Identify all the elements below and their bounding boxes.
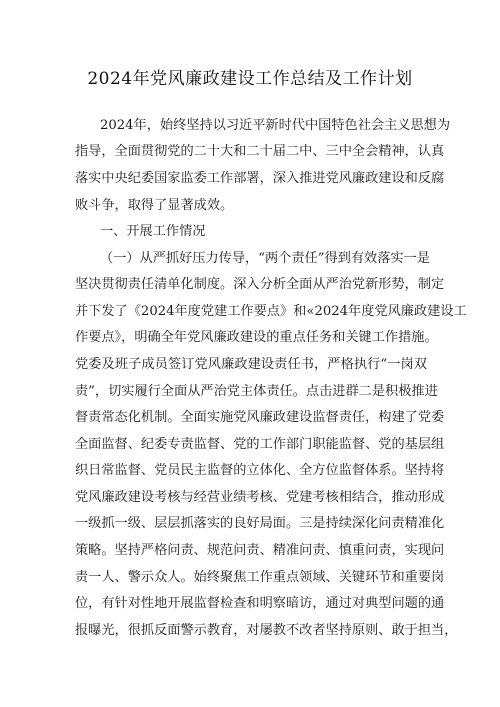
paragraph-line: 2024年，始终坚持以习近平新时代中国特色社会主义思想为 [100, 118, 451, 133]
paragraph-line: 督责常态化机制。全面实施党风廉政建设监督责任，构建了党委 [75, 410, 445, 425]
paragraph-line: 全面监督、纪委专责监督、党的工作部门职能监督、党的基层组 [75, 437, 445, 452]
paragraph-line: 织日常监督、党员民主监督的立体化、全方位监督体系。坚持将 [75, 463, 445, 478]
paragraph-line: 落实中央纪委国家监委工作部署，深入推进党风廉政建设和反腐 [75, 171, 445, 186]
section-heading: 一、开展工作情况 [100, 224, 206, 239]
paragraph-line: 策略。坚持严格问责、规范问责、精准问责、慎重问责，实现问 [75, 543, 445, 558]
paragraph-line: 党风廉政建设考核与经营业绩考核、党建考核相结合，推动形成 [75, 490, 445, 505]
paragraph-line: 坚决贯彻责任清单化制度。深入分析全面从严治党新形势，制定 [75, 277, 445, 292]
paragraph-line: 一级抓一级、层层抓落实的良好局面。三是持续深化问责精准化 [75, 516, 445, 531]
document-title: 2024年党风廉政建设工作总结及工作计划 [87, 69, 413, 89]
paragraph-line: 并下发了《2024年度党建工作要点》和«2024年度党风廉政建设工 [75, 304, 467, 319]
paragraph-line: 败斗争，取得了显著成效。 [75, 198, 234, 213]
paragraph-line: 位，有针对性地开展监督检查和明察暗访，通过对典型问题的通 [75, 596, 445, 611]
paragraph-line: 责一人、警示众人。始终聚焦工作重点领域、关键环节和重要岗 [75, 570, 445, 585]
paragraph-line: 党委及班子成员签订党风廉政建设责任书，严格执行“一岗双 [75, 357, 427, 372]
paragraph-line: 报曝光，很抓反面警示教育，对屡教不改者坚持原则、敢于担当， [75, 623, 458, 638]
paragraph-line: 责”，切实履行全面从严治党主体责任。点击进群二是积极推进 [75, 384, 438, 399]
paragraph-line: （一）从严抓好压力传导，“两个责任”得到有效落实一是 [100, 251, 430, 266]
paragraph-line: 作要点》，明确全年党风廉政建设的重点任务和关键工作措施。 [75, 330, 438, 345]
paragraph-line: 指导，全面贯彻党的二十大和二十届二中、三中全会精神，认真 [75, 144, 445, 159]
